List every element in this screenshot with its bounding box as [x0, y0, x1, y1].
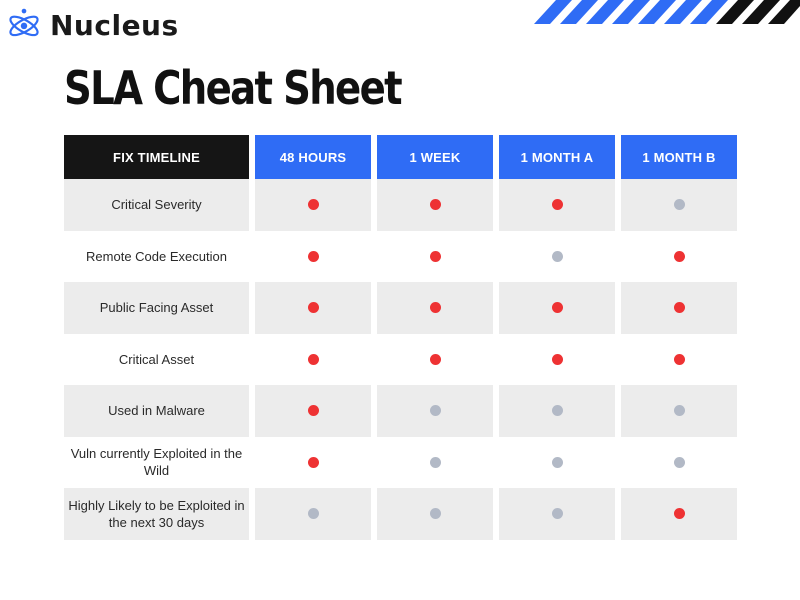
timeline-cell: [621, 488, 737, 540]
timeline-cell: [621, 282, 737, 334]
timeline-cell: [621, 437, 737, 489]
required-dot-icon: [674, 251, 685, 262]
required-dot-icon: [308, 302, 319, 313]
timeline-cell: [255, 437, 371, 489]
required-dot-icon: [552, 302, 563, 313]
timeline-cell: [255, 385, 371, 437]
required-dot-icon: [308, 354, 319, 365]
timeline-cell: [499, 385, 615, 437]
required-dot-icon: [308, 251, 319, 262]
not-required-dot-icon: [430, 405, 441, 416]
brand-name: Nucleus: [50, 8, 179, 42]
timeline-cell: [499, 231, 615, 283]
header-column: 48 HOURS: [255, 135, 371, 179]
row-label: Vuln currently Exploited in the Wild: [70, 446, 243, 479]
not-required-dot-icon: [674, 457, 685, 468]
timeline-cell: [499, 179, 615, 231]
timeline-cell: [621, 231, 737, 283]
row-label: Used in Malware: [64, 385, 249, 437]
timeline-cell: [377, 437, 493, 489]
required-dot-icon: [308, 457, 319, 468]
header-column: 1 MONTH B: [621, 135, 737, 179]
timeline-cell: [499, 437, 615, 489]
timeline-cell: [377, 334, 493, 386]
timeline-cell: [499, 488, 615, 540]
row-label: Public Facing Asset: [64, 282, 249, 334]
timeline-cell: [255, 488, 371, 540]
header-fix-timeline: FIX TIMELINE: [64, 135, 249, 179]
timeline-cell: [499, 334, 615, 386]
sla-table: [64, 135, 738, 540]
required-dot-icon: [430, 302, 441, 313]
required-dot-icon: [552, 354, 563, 365]
brand-logo: [6, 6, 179, 44]
not-required-dot-icon: [552, 251, 563, 262]
not-required-dot-icon: [430, 508, 441, 519]
not-required-dot-icon: [552, 405, 563, 416]
not-required-dot-icon: [552, 508, 563, 519]
not-required-dot-icon: [430, 457, 441, 468]
timeline-cell: [377, 488, 493, 540]
decorative-stripes: [520, 0, 800, 24]
header-column: 1 MONTH A: [499, 135, 615, 179]
required-dot-icon: [430, 199, 441, 210]
row-label: Remote Code Execution: [86, 248, 227, 264]
timeline-cell: [377, 231, 493, 283]
timeline-cell: [255, 334, 371, 386]
required-dot-icon: [674, 508, 685, 519]
required-dot-icon: [308, 405, 319, 416]
not-required-dot-icon: [552, 457, 563, 468]
not-required-dot-icon: [674, 405, 685, 416]
timeline-cell: [377, 385, 493, 437]
timeline-cell: [377, 282, 493, 334]
timeline-cell: [255, 231, 371, 283]
header-column: 1 WEEK: [377, 135, 493, 179]
required-dot-icon: [674, 354, 685, 365]
row-label: Critical Severity: [64, 179, 249, 231]
timeline-cell: [621, 179, 737, 231]
required-dot-icon: [552, 199, 563, 210]
timeline-cell: [621, 385, 737, 437]
timeline-cell: [377, 179, 493, 231]
required-dot-icon: [674, 302, 685, 313]
timeline-cell: [621, 334, 737, 386]
timeline-cell: [255, 282, 371, 334]
row-label: Critical Asset: [118, 351, 195, 367]
required-dot-icon: [308, 199, 319, 210]
row-label: Highly Likely to be Exploited in the next 30 days: [64, 488, 249, 540]
timeline-cell: [499, 282, 615, 334]
not-required-dot-icon: [308, 508, 319, 519]
required-dot-icon: [430, 354, 441, 365]
not-required-dot-icon: [674, 199, 685, 210]
atom-logo-icon: [6, 7, 42, 43]
page-title: SLA Cheat Sheet: [64, 61, 401, 115]
timeline-cell: [255, 179, 371, 231]
required-dot-icon: [430, 251, 441, 262]
